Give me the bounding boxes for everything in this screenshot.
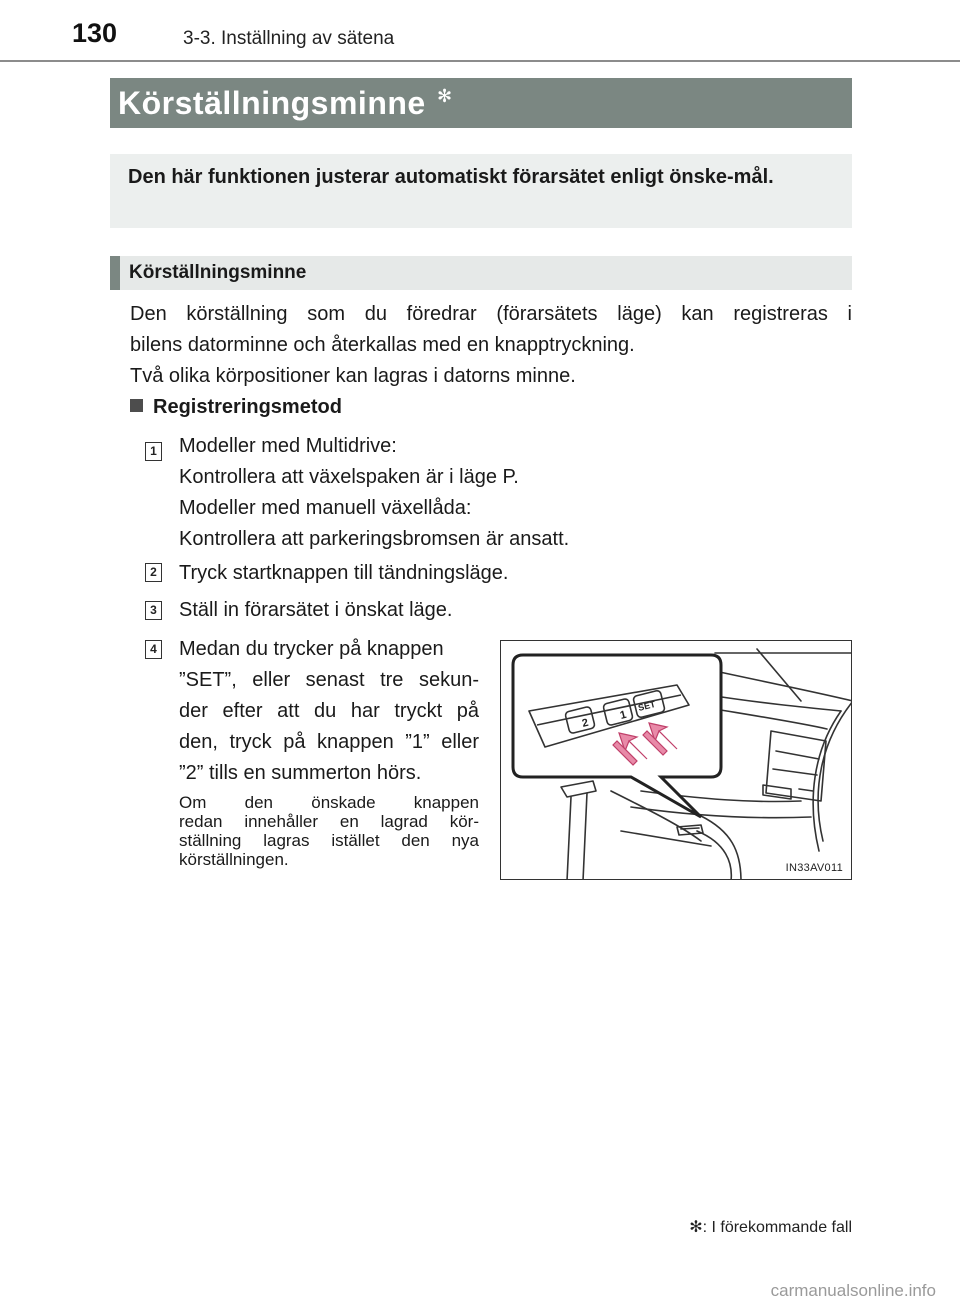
- page-number: 130: [72, 18, 118, 48]
- step-1-text: [179, 431, 569, 555]
- footnote: ✻: I förekommande fall: [689, 1219, 852, 1236]
- step-number-1: 1: [145, 442, 162, 461]
- square-bullet-icon: [130, 399, 143, 412]
- body-line-2: bilens datorminne och återkallas med en knapptryckning.: [130, 334, 635, 356]
- footnote-marker: ✻: [437, 86, 453, 106]
- button-label-1: 1: [618, 708, 628, 722]
- step-4-note-line: körställningen.: [179, 850, 289, 869]
- page-title: Körställningsminne: [118, 85, 426, 121]
- body-line-3: Två olika körpositioner kan lagras i datorns minne.: [130, 365, 576, 387]
- method-heading: [130, 396, 342, 419]
- seat-memory-illustration: [500, 640, 852, 880]
- button-label-set: SET: [637, 699, 657, 713]
- step-4-note: [179, 793, 479, 869]
- step-3-line: Ställ in förarsätet i önskat läge.: [179, 599, 453, 621]
- intro-box: [110, 154, 852, 228]
- step-4-line: ”SET”, eller senast tre sekun-: [179, 669, 479, 691]
- method-heading-text: Registreringsmetod: [153, 396, 342, 418]
- watermark-link[interactable]: carmanualsonline.info: [770, 1281, 936, 1300]
- step-4-line: der efter att du har tryckt på: [179, 700, 479, 722]
- step-4-note-line: Om den önskade knappen: [179, 793, 479, 812]
- step-4-line: Medan du trycker på knappen: [179, 638, 444, 660]
- step-4-line: den, tryck på knappen ”1” eller: [179, 731, 479, 753]
- title-band: [110, 78, 852, 128]
- step-number-4: 4: [145, 640, 162, 659]
- step-4-note-line: ställning lagras istället den nya: [179, 831, 479, 850]
- button-label-2: 2: [580, 716, 590, 730]
- step-3-text: [179, 595, 452, 626]
- header-divider: [0, 60, 960, 62]
- step-number-3: 3: [145, 601, 162, 620]
- step-1-line: Modeller med manuell växellåda:: [179, 497, 472, 519]
- step-4-line: ”2” tills en summerton hörs.: [179, 762, 422, 784]
- body-line-1: Den körställning som du föredrar (förarsätets läge) kan registreras i: [130, 303, 852, 325]
- step-2-line: Tryck startknappen till tändningsläge.: [179, 562, 509, 584]
- step-4-text: [179, 634, 479, 789]
- section-reference: 3-3. Inställning av sätena: [183, 28, 395, 49]
- step-2-text: [179, 558, 508, 589]
- intro-sentence: Den här funktionen justerar automatiskt förarsätet enligt önske-mål.: [128, 166, 774, 188]
- intro-text: [128, 160, 840, 194]
- subheading-accent-bar: [110, 256, 120, 290]
- step-number-2: 2: [145, 563, 162, 582]
- subheading-box: [110, 256, 852, 290]
- step-1-line: Kontrollera att växelspaken är i läge P.: [179, 466, 519, 488]
- illustration-code: IN33AV011: [785, 862, 843, 874]
- step-1-line: Kontrollera att parkeringsbromsen är ansatt.: [179, 528, 570, 550]
- step-1-line: Modeller med Multidrive:: [179, 435, 397, 457]
- subheading: Körställningsminne: [129, 262, 307, 283]
- step-4-note-line: redan innehåller en lagrad kör-: [179, 812, 479, 831]
- body-paragraph: [130, 299, 852, 392]
- door-panel-drawing: [501, 641, 852, 880]
